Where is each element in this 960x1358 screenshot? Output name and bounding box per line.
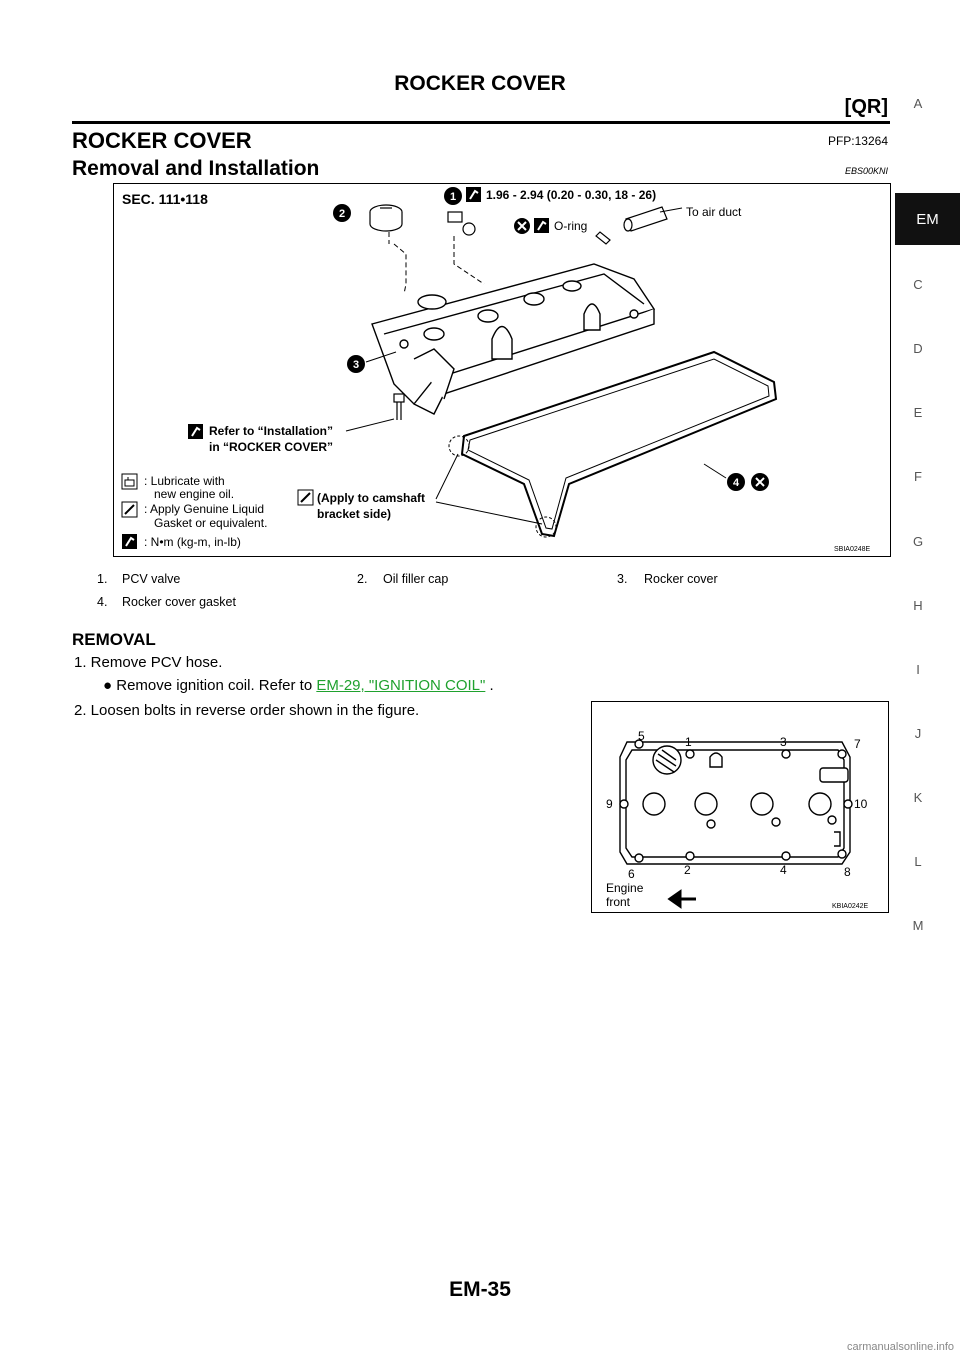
pcv-hose-drawing <box>596 207 667 244</box>
liquid-gasket-icon-2 <box>298 490 313 505</box>
sec-label: SEC. 111•118 <box>122 191 208 207</box>
torque-spec: 1.96 - 2.94 (0.20 - 0.30, 18 - 26) <box>486 188 657 202</box>
oil-can-icon <box>122 474 137 489</box>
sidebar-tab-i[interactable]: I <box>916 662 920 677</box>
arrow-left-icon <box>670 892 696 906</box>
bolt-5: 5 <box>638 729 645 743</box>
refer-line2: in “ROCKER COVER” <box>209 440 334 454</box>
legend-text-4: Rocker cover gasket <box>122 595 236 609</box>
page-header-title: ROCKER COVER <box>394 72 566 95</box>
legend-text-3: Rocker cover <box>644 572 718 586</box>
exploded-view-drawing <box>114 184 890 556</box>
legend-text-2: Oil filler cap <box>383 572 449 586</box>
legend-num-2: 2. <box>357 572 368 586</box>
removal-step-2: 2. Loosen bolts in reverse order shown in the figure. <box>74 702 420 719</box>
callout-2-label: 2 <box>338 208 346 220</box>
lub-line2: new engine oil. <box>154 487 235 501</box>
exploded-view-figure <box>113 183 891 557</box>
rocker-cover-gasket-drawing <box>462 352 776 536</box>
liquid-gasket-icon <box>122 502 137 517</box>
sidebar-tab-m[interactable]: M <box>912 918 924 933</box>
sidebar-tab-d[interactable]: D <box>913 341 923 356</box>
ignition-coil-link[interactable]: EM-29, "IGNITION COIL" <box>316 677 486 694</box>
bolt-7: 7 <box>854 737 861 751</box>
camshaft-line1: (Apply to camshaft <box>317 491 426 505</box>
figure2-id: KBIA0242E <box>832 903 869 910</box>
sidebar-tab-g[interactable]: G <box>912 534 924 549</box>
torque-icon-refer <box>188 424 203 439</box>
replace-x-icon-2 <box>751 473 769 491</box>
page-header-subtitle: [QR] <box>844 96 888 118</box>
bolt-order-figure <box>591 701 889 913</box>
oring-icon <box>534 218 549 233</box>
sidebar-tab-k[interactable]: K <box>913 790 923 805</box>
bolt-6: 6 <box>628 867 635 881</box>
sidebar-tab-l[interactable]: L <box>914 854 922 869</box>
unit-label: : N•m (kg-m, in-lb) <box>144 535 241 549</box>
sidebar-tab-f[interactable]: F <box>914 469 922 484</box>
callout-3-label: 3 <box>352 359 360 371</box>
bolt-10: 10 <box>854 797 868 811</box>
subsection-code: EBS00KNI <box>844 166 888 176</box>
watermark: carmanualsonline.info <box>846 1341 954 1353</box>
engine-front-line1: Engine <box>606 881 644 895</box>
sidebar-tab-h[interactable]: H <box>913 598 923 613</box>
oil-filler-cap-drawing <box>370 205 402 231</box>
legend-text-1: PCV valve <box>122 572 181 586</box>
bullet-dot: ● <box>103 677 113 694</box>
rocker-cover-drawing <box>372 264 654 414</box>
torque-wrench-icon <box>466 187 481 202</box>
to-air-duct-label: To air duct <box>686 205 742 219</box>
legend-num-3: 3. <box>617 572 628 586</box>
refer-line1: Refer to “Installation” <box>209 424 334 438</box>
removal-heading: REMOVAL <box>72 630 156 649</box>
camshaft-line2: bracket side) <box>317 507 392 521</box>
bullet-suffix: . <box>485 677 494 694</box>
engine-front-line2: front <box>606 895 631 909</box>
bolt-8: 8 <box>844 865 851 879</box>
leader-cap <box>389 232 406 294</box>
bolt-1: 1 <box>685 735 692 749</box>
cover-top-view <box>620 740 852 864</box>
bolt-drawing <box>394 394 404 420</box>
section-title: ROCKER COVER <box>72 128 252 153</box>
leader-pcv <box>454 236 484 284</box>
replace-x-icon <box>514 218 530 234</box>
callout-1-label: 1 <box>449 191 457 203</box>
lub-line1: : Lubricate with <box>144 474 225 488</box>
oring-label: O-ring <box>554 219 588 233</box>
legend-num-4: 4. <box>97 595 108 609</box>
subsection-title: Removal and Installation <box>72 157 320 180</box>
figure-id: SBIA0248E <box>834 546 871 553</box>
pcv-valve-drawing <box>448 212 475 235</box>
sidebar-tab-c[interactable]: C <box>913 277 923 292</box>
apply-line2: Gasket or equivalent. <box>154 516 268 530</box>
removal-bullet <box>103 677 494 694</box>
bolt-2: 2 <box>684 863 691 877</box>
header-rule <box>72 121 890 124</box>
pfp-code: PFP:13264 <box>827 134 888 148</box>
bolt-4: 4 <box>780 863 787 877</box>
torque-unit-icon <box>122 534 137 549</box>
callout-4-label: 4 <box>732 477 740 489</box>
sidebar-tab-e[interactable]: E <box>913 405 923 420</box>
removal-step-1: 1. Remove PCV hose. <box>74 654 223 671</box>
sidebar-tab-j[interactable]: J <box>914 726 922 741</box>
apply-line1: : Apply Genuine Liquid <box>144 502 265 516</box>
sidebar-tab-em-active[interactable]: EM <box>895 193 960 245</box>
sidebar-tab-a[interactable]: A <box>913 96 923 111</box>
bolt-9: 9 <box>606 797 613 811</box>
legend-num-1: 1. <box>97 572 108 586</box>
bullet-text: Remove ignition coil. Refer to <box>116 677 317 694</box>
bolt-3: 3 <box>780 735 787 749</box>
page-number: EM-35 <box>449 1278 511 1301</box>
bolt-order-drawing <box>592 702 888 912</box>
